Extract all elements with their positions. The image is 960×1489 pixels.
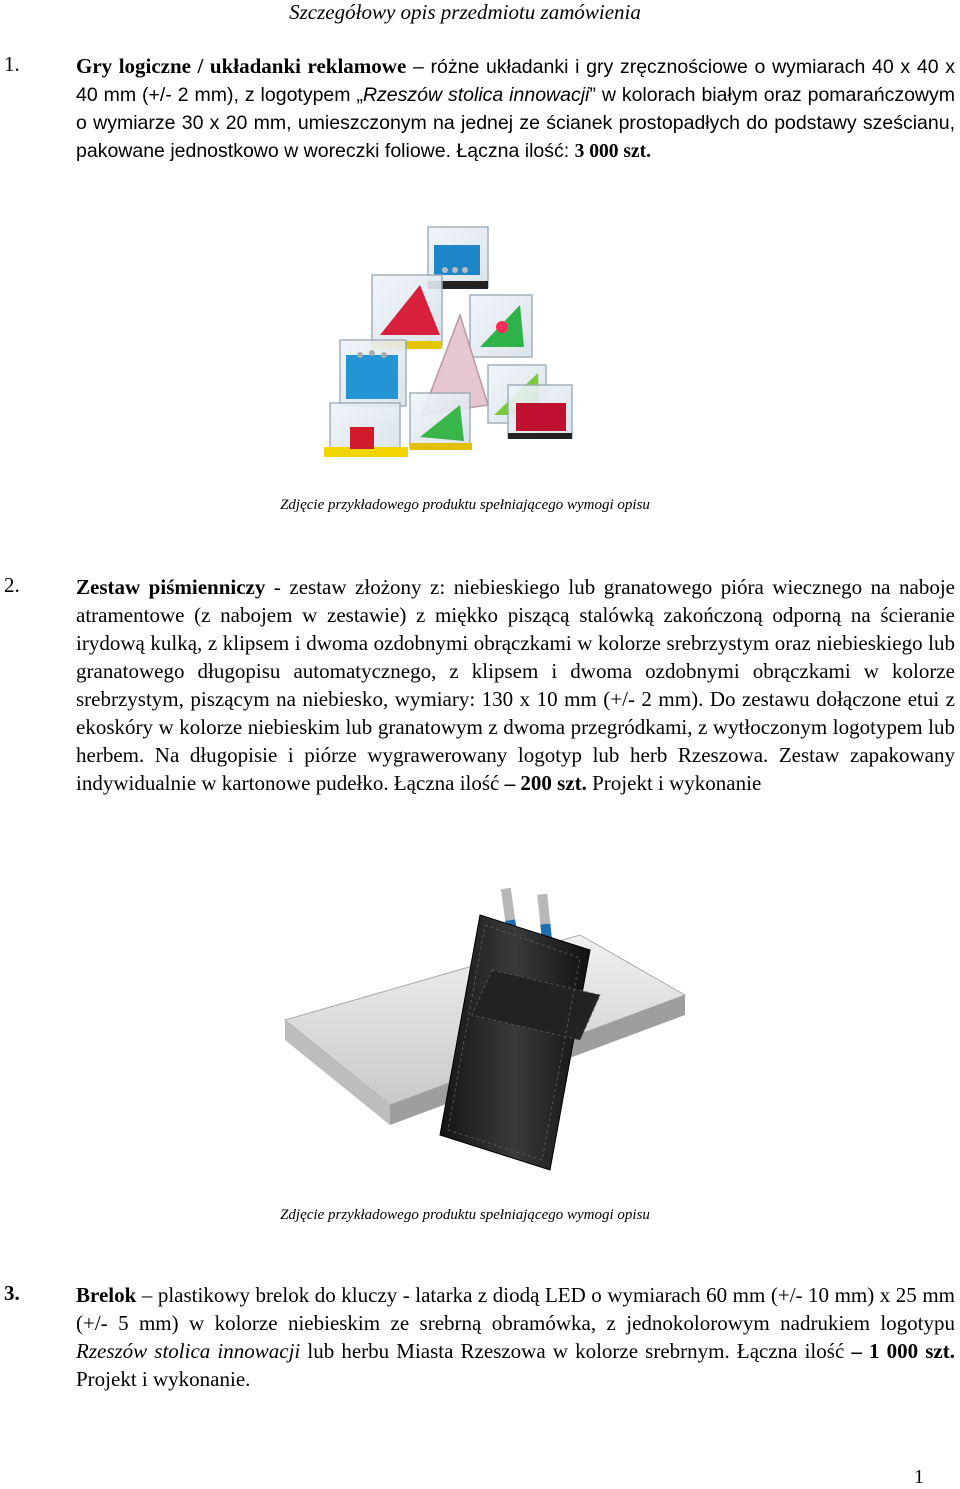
item-number: 2. [4, 573, 20, 597]
item-quantity: – 1 000 szt. [851, 1339, 955, 1363]
item-description: Brelok – plastikowy brelok do kluczy - latarka z diodą LED o wymiarach 60 mm (+/- 10 mm) x 25 mm (+/- 5 mm) w kolorze niebieskim ze srebrną obramówka, z jednokolorowym nadrukiem logotypu Rzeszów stolica innowacji lub herbu Miasta Rzeszowa w kolorze srebrnym. Łączna ilość – 1 000 szt. Projekt i wykonanie. [76, 1283, 955, 1391]
item-number: 3. [4, 1281, 20, 1305]
item-name: Brelok [76, 1283, 137, 1307]
triangle-green [470, 295, 532, 357]
item-quantity: 3 000 szt. [574, 141, 651, 162]
item-name: Zestaw piśmienniczy [76, 575, 266, 599]
cube-red-bottom [508, 385, 572, 439]
item-number: 1. [4, 52, 20, 76]
cube-yellow-bottom [324, 403, 408, 457]
pen-set-image [280, 880, 690, 1180]
item-3 [0, 1281, 955, 1401]
cube-green-bottom [410, 393, 472, 450]
item-name: Gry logiczne / układanki reklamowe [76, 54, 407, 78]
photo-caption-2: Zdjęcie przykładowego produktu spełniającego wymogi opisu [280, 1207, 650, 1223]
puzzle-cubes-image [310, 215, 590, 475]
item-description: Zestaw piśmienniczy - zestaw złożony z: niebieskiego lub granatowego pióra wiecznego na naboje atramentowe (z nabojem w zestawie) z miękko piszącą stalówką zakończoną odporną na ścieranie irydową kulką, z klipsem i dwoma ozdobnymi obrączkami w kolorze srebrzystym oraz niebieskiego lub granatowego długopisu automatycznego, z klipsem i dwoma ozdobnymi obrączkami w kolorze srebrzystym, piszącym na niebiesko, wymiary: 130 x 10 mm (+/- 2 mm). Do zestawu dołączone etui z ekoskóry w kolorze niebieskim lub granatowym z dwoma przegródkami, z wytłoczonym logotypem lub herbem. Na długopisie i piórze wygrawerowany logotyp lub herb Rzeszowa. Zestaw zapakowany indywidualnie w kartonowe pudełko. Łączna ilość – 200 szt. Projekt i wykonanie [76, 575, 956, 795]
logo-text: Rzeszów stolica innowacji [362, 84, 590, 106]
leather-case [440, 915, 590, 1170]
item-quantity: – 200 szt. [504, 771, 587, 795]
item-1 [0, 52, 955, 202]
item-description: Gry logiczne / układanki reklamowe – różne układanki i gry zręcznościowe o wymiarach 40 x 40 x 40 mm (+/- 2 mm), z logotypem „Rzeszów stolica innowacji” w kolorach białym oraz pomarańczowym o wymiarze 30 x 20 mm, umieszczonym na jednej ze ścianek prostopadłych do podstawy sześcianu, pakowane jednostkowo w woreczki foliowe. Łączna ilość: 3 000 szt. [76, 54, 955, 162]
photo-caption-1: Zdjęcie przykładowego produktu spełniającego wymogi opisu [280, 497, 650, 513]
cube-blue-left [340, 340, 406, 406]
logo-text: Rzeszów stolica innowacji [76, 1339, 301, 1363]
page-number: 1 [914, 1466, 924, 1488]
item-2 [0, 573, 955, 863]
pyramid-red [372, 275, 442, 349]
page-title: Szczegółowy opis przedmiotu zamówienia [289, 0, 641, 24]
